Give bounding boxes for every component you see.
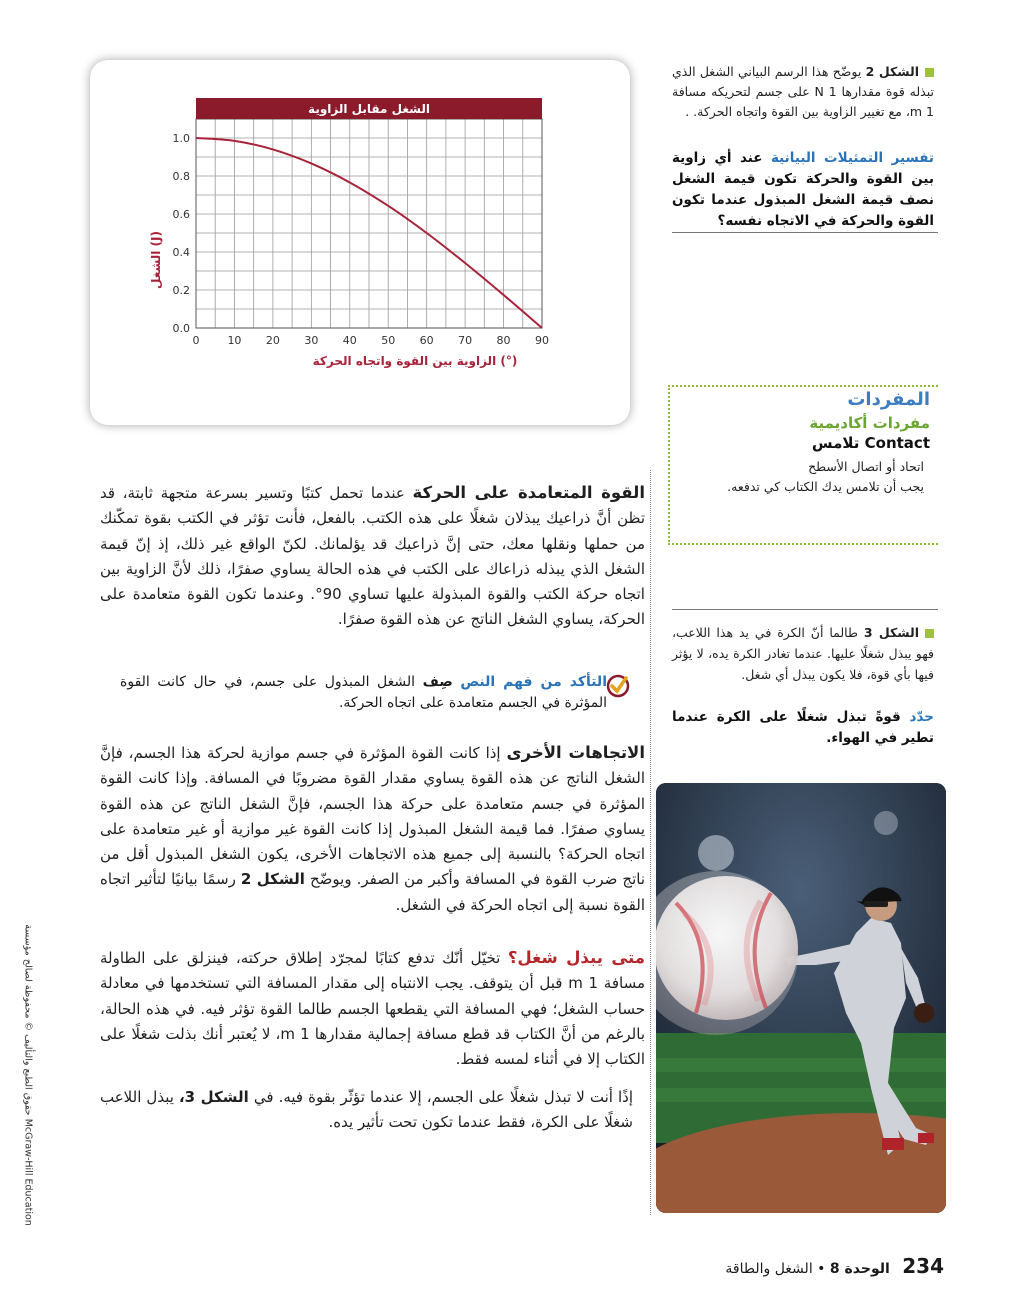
x-tick-label: 20	[265, 334, 280, 347]
chart-title: الشغل مقابل الزاوية	[308, 102, 430, 116]
y-tick-label: 0.2	[172, 284, 190, 297]
vocabulary-definition-line: اتحاد أو اتصال الأسطح	[808, 459, 924, 474]
figure-2-question-label: تفسير التمثيلات البيانية	[770, 150, 934, 166]
figure-2-question-text: عند أي زاوية بين القوة والحركة تكون قيمة الشغل نصف قيمة الشغل المبذول عندما تكون القوة والحركة في الاتجاه نفسه؟	[672, 150, 934, 229]
figure-3-question	[672, 707, 934, 749]
final-paragraph	[100, 1085, 645, 1136]
final-text: إذًا أنت لا تبذل شغلًا على الجسم، إلا عندما تؤثّر بقوة فيه. في	[253, 1088, 634, 1106]
figure-3-question-text: قوةً تبذل شغلًا على الكرة عندما تطير في الهواء.	[672, 709, 934, 746]
x-tick-label: 0	[192, 334, 200, 347]
copyright-credit	[20, 915, 36, 1235]
reading-check	[120, 672, 645, 714]
x-axis-label: الزاوية بين القوة واتجاه الحركة (°)	[312, 354, 518, 368]
reading-check-text: الشغل المبذول على جسم، في حال كانت القوة المؤثرة في الجسم متعامدة على اتجاه الحركة.	[120, 674, 607, 711]
figure-2-label: الشكل 2	[865, 64, 919, 79]
figure-2-question	[672, 148, 934, 232]
reading-check-label: التأكد من فهم النص	[460, 674, 607, 690]
vocabulary-subtitle: مفردات أكاديمية	[809, 414, 930, 432]
figure-2-caption-text: يوضّح هذا الرسم البياني الشغل الذي تبذله قوة مقدارها 1 N على جسم لتحريكه مسافة 1 m، مع تغيير الزاوية بين القوة واتجاه الحركة. .	[672, 64, 934, 119]
x-tick-label: 90	[535, 334, 549, 347]
unit-label: الوحدة 8	[829, 1261, 890, 1277]
vocabulary-title: المفردات	[847, 389, 930, 410]
caption-rule-top	[672, 232, 938, 233]
x-tick-label: 10	[227, 334, 242, 347]
page-footer	[725, 1254, 944, 1278]
y-tick-label: 0.4	[172, 246, 190, 259]
x-tick-label: 30	[304, 334, 319, 347]
chart-grid	[196, 119, 542, 328]
y-tick-label: 0.6	[172, 208, 190, 221]
when-work-text: تخيّل أنّك تدفع كتابًا لمجرّد إطلاق حركته، فينزلق على الطاولة مسافة 1 m قبل أن يتوقف. يجب الانتباه إلى مقدار المسافة التي تستخدمها في معادلة حساب الشغل؛ فهي المسافة التي يقطعها الجسم طالما القوة تؤثر فيه. في هذه الحالة، بالرغم من أنَّ الكتاب قد قطع مسافة إجمالية مقدارها 1 m، لا يُعتبر أنك بذلت شغلًا على الكتاب إلا في أثناء لمسه فقط.	[100, 949, 645, 1069]
when-work-paragraph	[100, 945, 645, 1072]
page-number: 234	[902, 1254, 944, 1278]
chart-card	[90, 60, 630, 425]
baseball-pitcher-photo	[656, 783, 946, 1213]
x-tick-label: 80	[496, 334, 511, 347]
y-tick-label: 0.0	[172, 322, 190, 335]
y-tick-labels	[173, 132, 191, 335]
vocabulary-term: تلامس Contact	[811, 434, 930, 452]
x-tick-labels	[193, 334, 550, 347]
work-vs-angle-chart	[90, 60, 630, 425]
y-tick-label: 0.8	[172, 170, 190, 183]
caption-bullet-icon	[925, 68, 934, 77]
perpendicular-force-paragraph	[100, 480, 645, 633]
y-axis-label: الشغل (J)	[149, 231, 163, 289]
figure-3-caption-text: طالما أنّ الكرة في يد هذا اللاعب، فهو يبذل شغلًا عليها. عندما تغادر الكرة يده، لا يؤثر فيها بأي قوة، فلا يكون يبذل أي شغل.	[672, 625, 934, 682]
other-directions-heading: الاتجاهات الأخرى	[506, 743, 646, 762]
figure-3-caption	[672, 622, 934, 685]
vocabulary-box	[668, 385, 938, 545]
x-tick-label: 50	[381, 334, 396, 347]
figure-3-label: الشكل 3	[863, 625, 919, 640]
final-text-end: يبذل اللاعب شغلًا على الكرة، فقط عندما تكون تحت تأثير يده.	[100, 1088, 633, 1132]
x-tick-label: 70	[458, 334, 473, 347]
figure-2-reference: الشكل 2	[240, 870, 305, 889]
caption-rule-fig3	[672, 609, 938, 610]
x-tick-label: 40	[342, 334, 357, 347]
other-directions-paragraph	[100, 740, 645, 918]
figure-3-question-label: حدّد	[909, 709, 934, 725]
other-directions-text-end: رسمًا بيانيًا لتأثير اتجاه القوة نسبة إلى اتجاه الحركة في الشغل.	[100, 870, 645, 914]
footer-separator: •	[817, 1261, 826, 1277]
x-tick-label: 60	[419, 334, 434, 347]
caption-bullet-icon	[925, 629, 934, 638]
y-tick-label: 1.0	[172, 132, 190, 145]
vocabulary-example: يجب أن تلامس يدك الكتاب كي تدفعه.	[727, 479, 924, 494]
figure-2-caption	[672, 62, 934, 122]
copyright-text: حقوق الطبع والتأليف © محفوظة لصالح مؤسسة McGraw-Hill Education	[22, 924, 34, 1226]
chapter-title: الشغل والطاقة	[725, 1261, 813, 1277]
other-directions-text: إذا كانت القوة المؤثرة في جسم موازية لحركة هذا الجسم، فإنَّ الشغل الناتج عن هذه القوة يساوي مقدار القوة مضروبًا في المسافة. وإذا كانت القوة المؤثرة في جسم متعامدة على حركة هذا الجسم، فإنَّ الشغل الناتج عن هذه القوة يساوي صفرًا. فما قيمة الشغل المبذول إذا كانت القوة غير موازية أو غير متعامدة على اتجاه الحركة؟ بالنسبة إلى جميع هذه الاتجاهات الأخرى، يكون الشغل المبذول أقل من ناتج ضرب القوة في المسافة وأكبر من الصفر. ويوضّح	[100, 744, 645, 889]
figure-3-reference: الشكل 3،	[178, 1088, 249, 1106]
reading-check-verb: صِف	[422, 674, 453, 690]
when-work-heading: متى يبذل شغل؟	[507, 948, 645, 967]
pitcher-illustration	[656, 783, 946, 1213]
perpendicular-force-heading: القوة المتعامدة على الحركة	[412, 483, 645, 502]
column-divider	[650, 470, 651, 1215]
vocabulary-definition	[724, 457, 924, 497]
perpendicular-force-text: عندما تحمل كتبًا وتسير بسرعة متجهة ثابتة، قد تظن أنَّ ذراعيك يبذلان شغلًا على هذه الكتب. بالفعل، فأنت تؤثر في الكتب بقوة تمكّنك من حملها ونقلها معك، حتى إنَّ ذراعيك قد يؤلمانك. لكنّ الواقع غير ذلك، إذ إنّ قيمة الشغل الذي يبذله ذراعاك على الكتب في هذه الحالة يساوي صفرًا، ذلك لأنَّ الزاوية بين اتجاه حركة الكتب والقوة المبذولة عليها تساوي 90°. وعندما تكون القوة متعامدة على الحركة، يساوي الشغل الناتج عن هذه القوة صفرًا.	[100, 484, 645, 629]
